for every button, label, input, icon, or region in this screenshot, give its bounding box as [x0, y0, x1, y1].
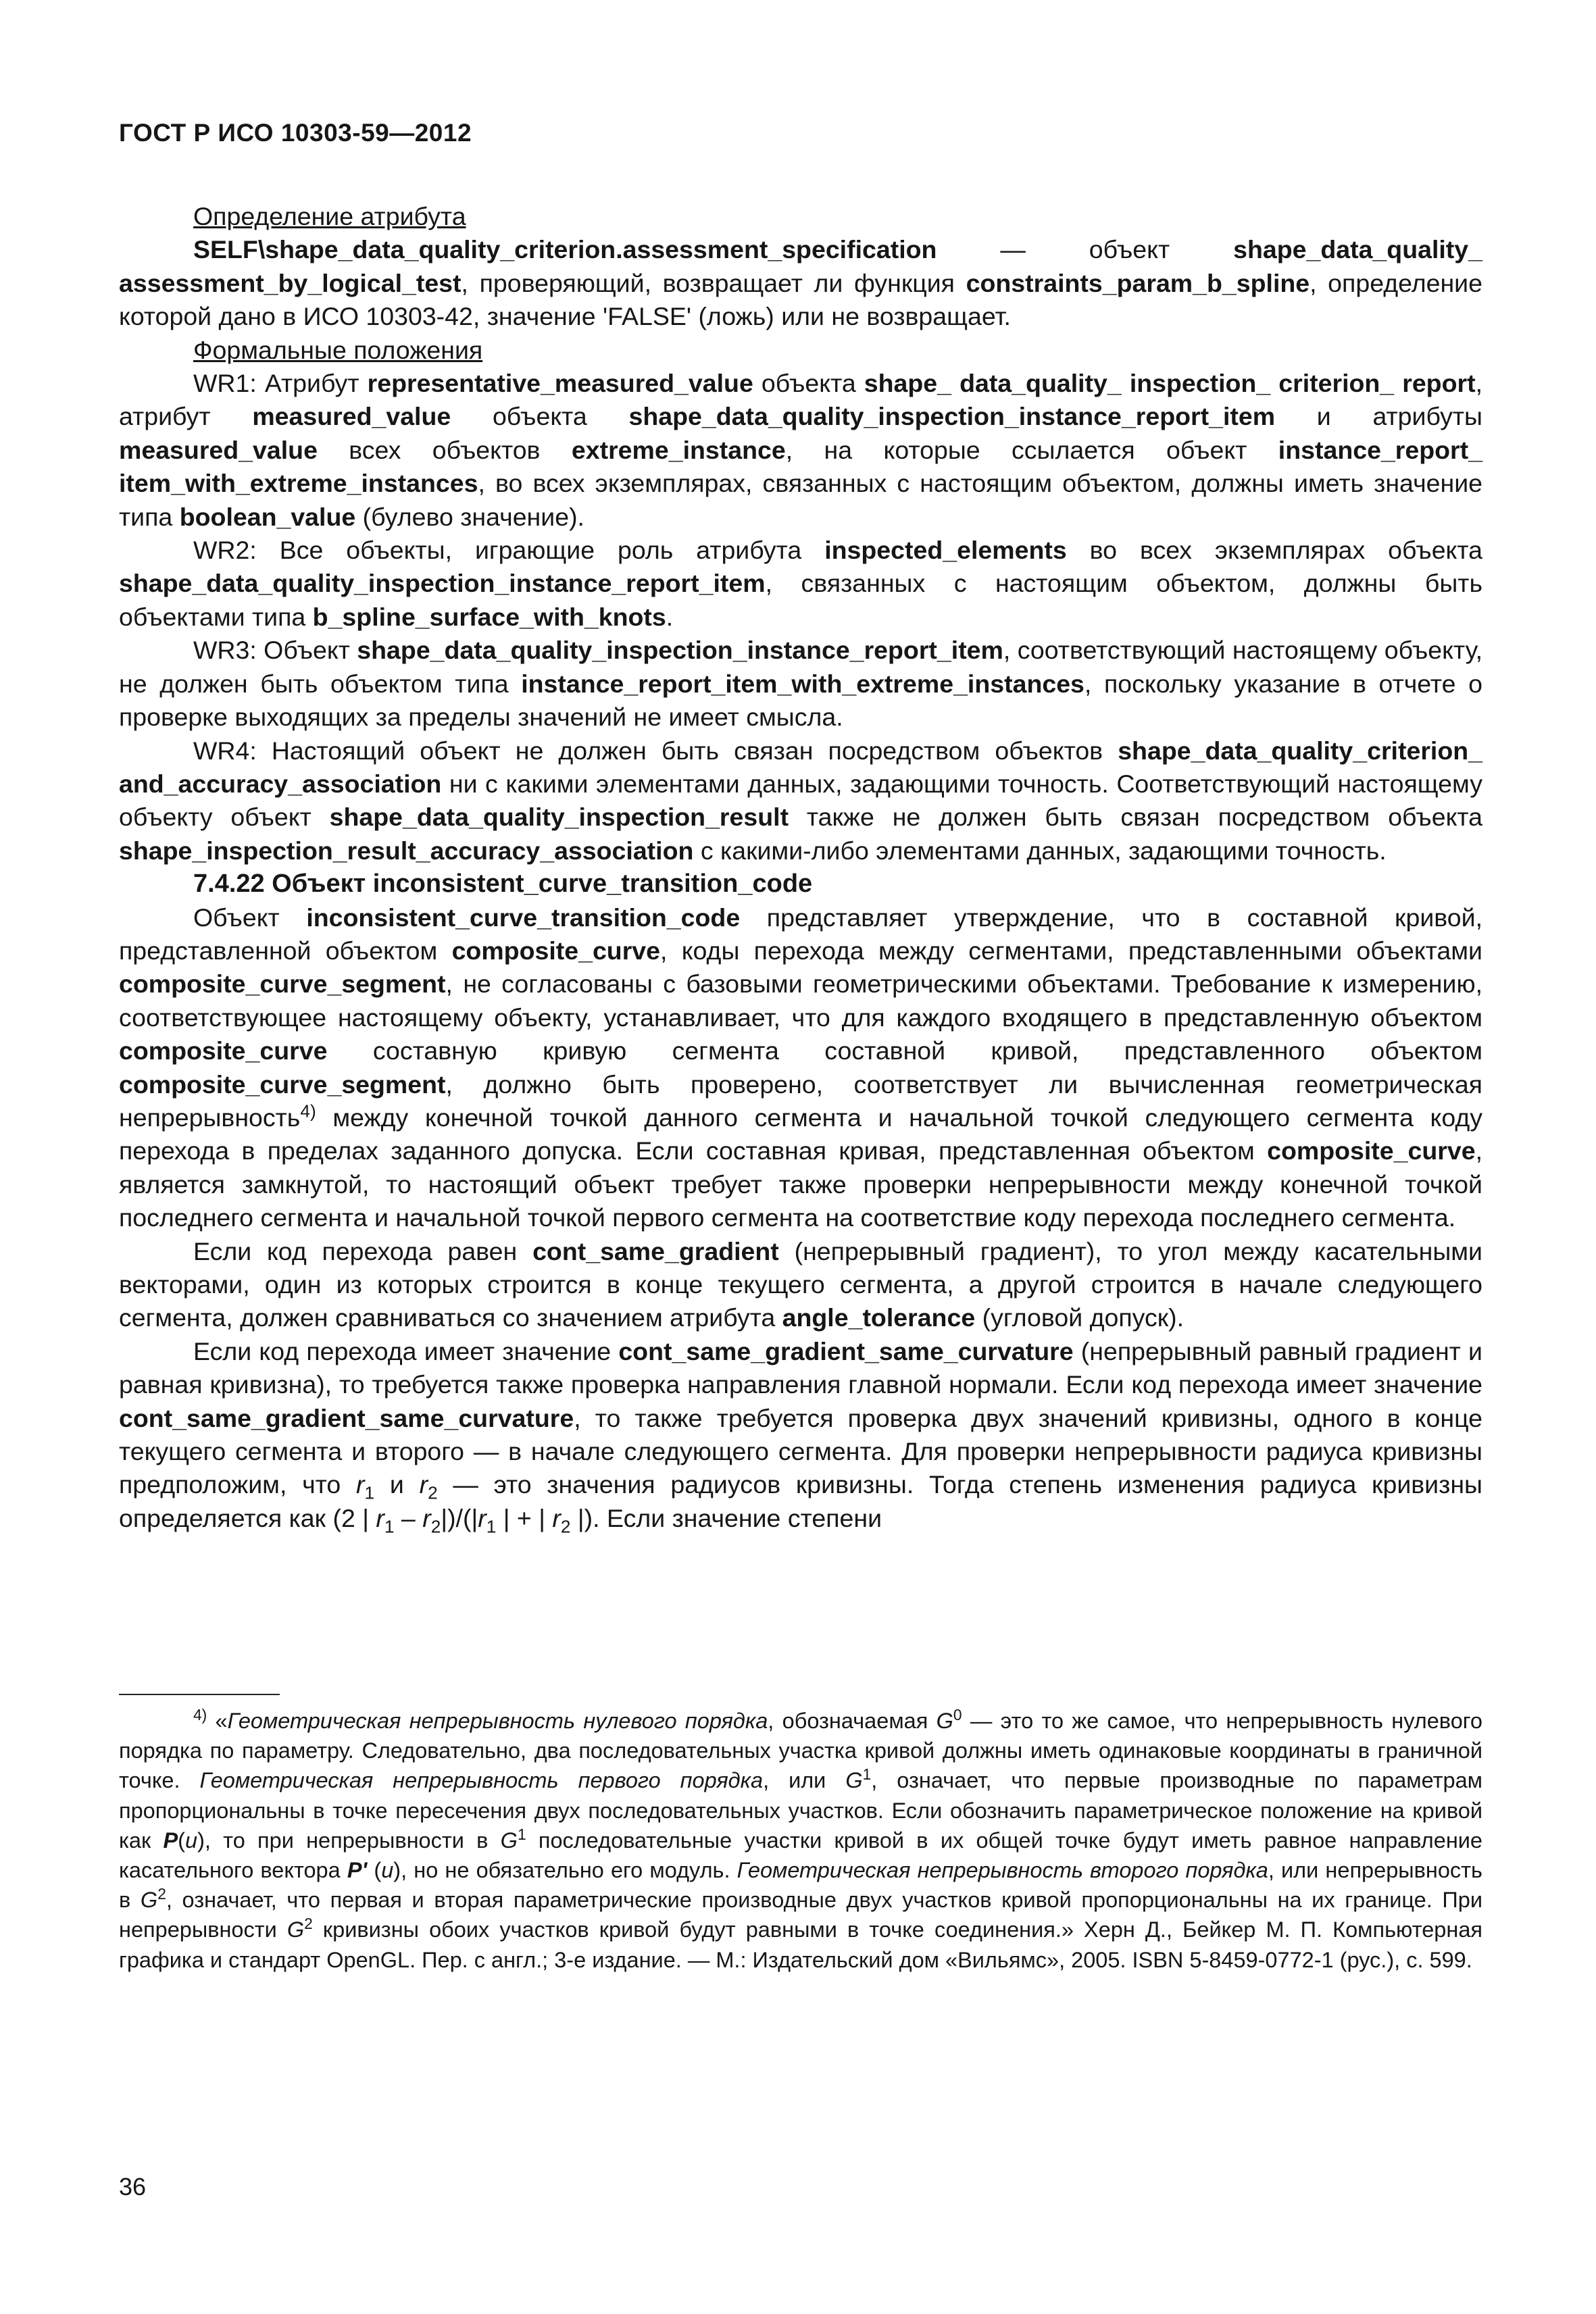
wr2-paragraph: WR2: Все объекты, играющие роль атрибута inspected_elements во всех экземплярах объекта shape_data_quality_inspection_instance_report_item, связанных с настоящим объектом, должны быть объектами типа b_spline_surface_with_knots. [119, 536, 1482, 631]
page-number: 36 [119, 2173, 147, 2200]
wr1-paragraph: WR1: Атрибут representative_measured_value объекта shape_ data_quality_ inspection_ criterion_ report, атрибут measured_value объекта shape_data_quality_inspection_instance_report_item и атрибуты measured_value всех объектов extreme_instance, на которые ссылается объект instance_report_ item_with_extreme_instances, во всех экземплярах, связанных с настоящим объектом, должны иметь значение типа boolean_value (булево значение). [119, 369, 1482, 531]
section-7-4-22-paragraph-2: Если код перехода равен cont_same_gradient (непрерывный градиент), то угол между касательными векторами, один из которых строится в конце текущего сегмента, а другой строится в начале следующего сегмента, должен сравниваться со значением атрибута angle_tolerance (угловой допуск). [119, 1236, 1482, 1332]
main-content [119, 200, 1482, 1535]
wr3-paragraph: WR3: Объект shape_data_quality_inspection_instance_report_item, соответствующий настоящему объекту, не должен быть объектом типа instance_report_item_with_extreme_instances, поскольку указание в отчете о проверке выходящих за пределы значений не имеет смысла. [119, 636, 1483, 732]
footnote-reference: 4) [300, 1101, 316, 1122]
formal-propositions-heading: Формальные положения [193, 335, 483, 364]
footnote-mark: 4) [193, 1706, 207, 1724]
section-7-4-22-heading: 7.4.22 Объект inconsistent_curve_transition_code [193, 870, 813, 899]
footnote-text: $^{4)}$ «Геометрическая непрерывность нулевого порядка, обозначаемая $G^0$ — это то же самое, что непрерывность нулевого порядка по параметру. Следовательно, два последовательных участка кривой должны иметь одинаковые координаты в граничной точке. Геометрическая непрерывность первого порядка, или $G^1$, означает, что первые производные по параметрам пропорциональны в точке пересечения двух последовательных участков. Если обозначить параметрическое положение на кривой как P(u), то при непрерывности в $G^1$ последовательные участки кривой в их общей точке будут иметь равное направление касательного вектора P' (u), но не обязательно его модуль. Геометрическая непрерывность второго порядка, или непрерывность в $G^2$, означает, что первая и вторая параметрические производные двух участков кривой пропорциональны на их границе. При непрерывности $G^2$ кривизны обоих участков кривой будут равными в точке соединения.» Херн Д., Бейкер М. П. Компьютерная графика и стандарт OpenGL. Пер. с англ.; 3-е издание. — М.: Издательский дом «Вильямс», 2005. ISBN 5-8459-0772-1 (рус.), с. 599. [119, 1706, 1483, 1972]
section-7-4-22-paragraph-1: Объект inconsistent_curve_transition_code представляет утверждение, что в составной кривой, представленной объектом composite_curve, коды перехода между сегментами, представленными объектами composite_curve_segment, не согласованы с базовыми геометрическими объектами. Требование к измерению, соответствующее настоящему объекту, устанавливает, что для каждого входящего в представленную объектом composite_curve составную кривую сегмента составной кривой, представленного объектом composite_curve_segment, должно быть проверено, соответствует ли вычисленная геометрическая непрерывность$^{4)}$ между конечной точкой данного сегмента и начальной точкой следующего сегмента коду перехода в пределах заданного допуска. Если составная кривая, представленная объектом composite_curve, является замкнутой, то настоящий объект требует также проверки непрерывности между конечной точкой последнего сегмента и начальной точкой первого сегмента на соответствие коду перехода последнего сегмента. [119, 903, 1482, 1232]
footnote-separator [119, 1694, 280, 1695]
document-header: ГОСТ Р ИСО 10303-59—2012 [119, 119, 472, 147]
attribute-definition-heading: Определение атрибута [193, 202, 466, 230]
wr4-paragraph: WR4: Настоящий объект не должен быть связан посредством объектов shape_data_quality_criterion_ and_accuracy_association ни с какими элементами данных, задающими точность. Соответствующий настоящему объекту объект shape_data_quality_inspection_result также не должен быть связан посредством объекта shape_inspection_result_accuracy_association с какими-либо элементами данных, задающими точность. [119, 736, 1483, 865]
footnote [119, 1706, 1482, 1975]
attribute-definition-paragraph: SELF\shape_data_quality_criterion.assessment_specification — объект shape_data_quality_ assessment_by_logical_test, проверяющий, возвращает ли функция constraints_param_b_spline, определение которой дано в ИСО 10303-42, значение 'FALSE' (ложь) или не возвращает. [119, 235, 1482, 331]
section-7-4-22-paragraph-3: Если код перехода имеет значение cont_same_gradient_same_curvature (непрерывный равный градиент и равная кривизна), то требуется также проверка направления главной нормали. Если код перехода имеет значение cont_same_gradient_same_curvature, то также требуется проверка двух значений кривизны, одного в конце текущего сегмента и второго — в начале следующего сегмента. Для проверки непрерывности радиуса кривизны предположим, что $r_1$ и $r_2$ — это значения радиусов кривизны. Тогда степень изменения радиуса кривизны определяется как (2 | $r_1 - r_2|)/(|r_1$ | + | $r_2$ |). Если значение степени [119, 1336, 1482, 1537]
